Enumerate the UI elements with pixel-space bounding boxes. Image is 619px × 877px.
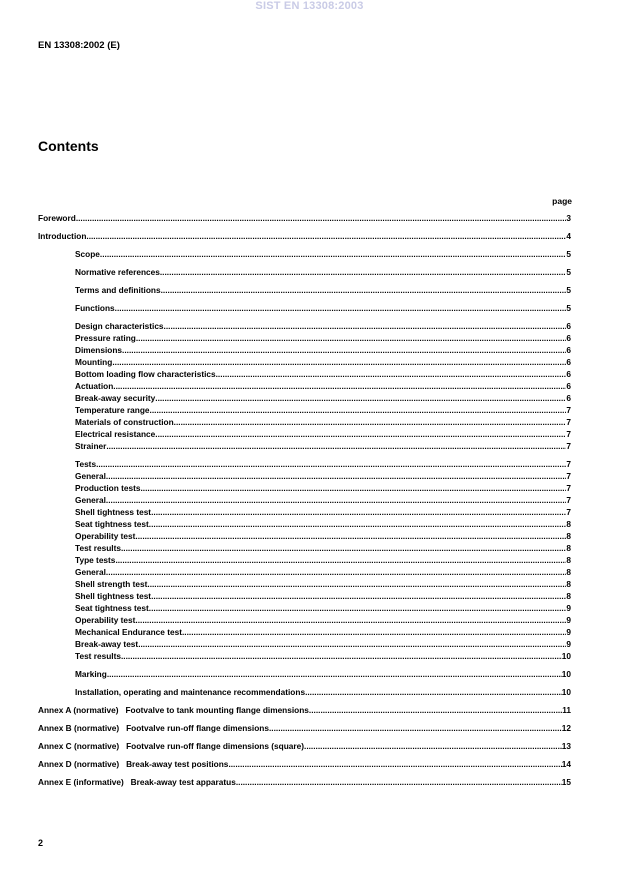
toc-page-number: 7 (566, 429, 571, 439)
toc-title: Mounting (75, 357, 113, 367)
dot-leader (122, 344, 566, 356)
toc-title: Actuation (75, 381, 114, 391)
toc-annex-label: Annex D (normative) (38, 759, 120, 769)
toc-title: General (75, 471, 106, 481)
dot-leader (236, 776, 562, 788)
toc-title: Production tests (75, 483, 141, 493)
dot-leader (151, 590, 566, 602)
dot-leader (182, 626, 566, 638)
toc-title: Strainer (75, 441, 107, 451)
toc-entry[interactable] (38, 566, 571, 578)
toc-entry[interactable] (38, 686, 571, 698)
toc-page-number: 7 (566, 495, 571, 505)
dot-leader (113, 380, 566, 392)
dot-leader (147, 578, 566, 590)
toc-page-number: 8 (566, 519, 571, 529)
toc-entry[interactable] (38, 404, 571, 416)
toc-entry[interactable] (38, 470, 571, 482)
dot-leader (121, 542, 566, 554)
dot-leader (135, 530, 566, 542)
dot-leader (115, 302, 567, 314)
toc-page-number: 8 (566, 555, 571, 565)
toc-entry[interactable] (38, 428, 571, 440)
page-title: Contents (38, 138, 99, 154)
toc-title: Operability test (75, 531, 136, 541)
toc-title: General (75, 567, 106, 577)
toc-entry[interactable] (38, 302, 571, 314)
toc-page-number: 6 (566, 381, 571, 391)
toc-entry[interactable] (38, 740, 571, 752)
toc-page-number: 7 (566, 459, 571, 469)
toc-entry[interactable] (38, 440, 571, 452)
page-number: 2 (38, 838, 44, 848)
toc-title: Electrical resistance (75, 429, 156, 439)
toc-entry[interactable] (38, 614, 571, 626)
toc-title: Footvalve run-off flange dimensions (square) (126, 741, 305, 751)
dot-leader (228, 758, 561, 770)
toc-title: Break-away test apparatus (130, 777, 236, 787)
toc-annex-label: Annex A (normative) (38, 705, 119, 715)
toc-page-number: 3 (566, 213, 571, 223)
toc-title: Marking (75, 669, 107, 679)
dot-leader (86, 230, 566, 242)
toc-entry[interactable] (38, 212, 571, 224)
toc-title: Seat tightness test (75, 519, 149, 529)
toc-page-number: 8 (566, 567, 571, 577)
dot-leader (304, 740, 562, 752)
toc-page-number: 9 (566, 639, 571, 649)
toc-title: Mechanical Endurance test (75, 627, 182, 637)
toc-entry[interactable] (38, 248, 571, 260)
toc-entry[interactable] (38, 530, 571, 542)
toc-entry[interactable] (38, 518, 571, 530)
dot-leader (160, 266, 567, 278)
toc-entry[interactable] (38, 668, 571, 680)
toc-title: Shell tightness test (75, 507, 152, 517)
dot-leader (149, 602, 567, 614)
dot-leader (76, 212, 567, 224)
toc-page-number: 5 (566, 267, 571, 277)
toc-entry[interactable] (38, 704, 571, 716)
toc-page-number: 6 (566, 357, 571, 367)
dot-leader (136, 332, 567, 344)
watermark: SIST EN 13308:2003 (255, 0, 364, 12)
toc-title: Break-away security (75, 393, 156, 403)
dot-leader (155, 428, 566, 440)
toc-title: Introduction (38, 231, 87, 241)
toc-entry[interactable] (38, 776, 571, 788)
toc-title: Materials of construction (75, 417, 174, 427)
toc-entry[interactable] (38, 482, 571, 494)
dot-leader (161, 284, 567, 296)
toc-page-number: 4 (566, 231, 571, 241)
dot-leader (106, 440, 566, 452)
dot-leader (174, 416, 567, 428)
toc-entry[interactable] (38, 578, 571, 590)
dot-leader (107, 668, 562, 680)
toc-entry[interactable] (38, 392, 571, 404)
toc-page-number: 15 (561, 777, 571, 787)
toc-entry[interactable] (38, 284, 571, 296)
toc-page-number: 6 (566, 321, 571, 331)
toc-page-number: 9 (566, 615, 571, 625)
toc-entry[interactable] (38, 602, 571, 614)
toc-page-number: 5 (566, 303, 571, 313)
toc-title: Design characteristics (75, 321, 164, 331)
dot-leader (106, 566, 566, 578)
toc-entry[interactable] (38, 650, 571, 662)
toc-entry[interactable] (38, 344, 571, 356)
toc-entry[interactable] (38, 554, 571, 566)
toc-title: Bottom loading flow characteristics (75, 369, 216, 379)
dot-leader (309, 704, 562, 716)
dot-leader (155, 392, 566, 404)
dot-leader (149, 518, 567, 530)
toc-entry[interactable] (38, 356, 571, 368)
toc-page-number: 8 (566, 531, 571, 541)
toc-title: Foreword (38, 213, 76, 223)
toc-page-number: 7 (566, 441, 571, 451)
toc-entry[interactable] (38, 590, 571, 602)
toc-page-number: 5 (566, 285, 571, 295)
toc-annex-label: Annex E (informative) (38, 777, 124, 787)
toc-entry[interactable] (38, 380, 571, 392)
toc-page-number: 7 (566, 417, 571, 427)
dot-leader (100, 248, 566, 260)
toc-entry[interactable] (38, 368, 571, 380)
toc-page-number: 9 (566, 627, 571, 637)
toc-page-number: 7 (566, 507, 571, 517)
toc-entry[interactable] (38, 626, 571, 638)
document-id: EN 13308:2002 (E) (38, 40, 120, 51)
toc-title: Footvalve run-off flange dimensions (126, 723, 269, 733)
toc-entry[interactable] (38, 458, 571, 470)
toc-title: Shell tightness test (75, 591, 152, 601)
toc-title: Footvalve to tank mounting flange dimensions (125, 705, 309, 715)
dot-leader (135, 614, 566, 626)
toc-entry[interactable] (38, 320, 571, 332)
toc-page-number: 14 (561, 759, 571, 769)
toc-title: Normative references (75, 267, 160, 277)
toc-page-number: 6 (566, 393, 571, 403)
toc-title: Dimensions (75, 345, 123, 355)
dot-leader (138, 638, 566, 650)
toc-title: Functions (75, 303, 115, 313)
toc-entry[interactable] (38, 722, 571, 734)
toc-page-number: 7 (566, 483, 571, 493)
toc-page-number: 10 (561, 669, 571, 679)
toc-title: Operability test (75, 615, 136, 625)
toc-title: Installation, operating and maintenance recommendations (75, 687, 306, 697)
toc-title: Tests (75, 459, 97, 469)
toc-page-number: 6 (566, 333, 571, 343)
toc-page-number: 5 (566, 249, 571, 259)
toc-entry[interactable] (38, 266, 571, 278)
toc-page-number: 9 (566, 603, 571, 613)
toc-title: Temperature range (75, 405, 150, 415)
dot-leader (96, 458, 566, 470)
toc-page-number: 11 (562, 705, 571, 715)
toc-entry[interactable] (38, 230, 571, 242)
toc-title: Test results (75, 651, 121, 661)
dot-leader (164, 320, 567, 332)
dot-leader (115, 554, 566, 566)
toc-title: Scope (75, 249, 100, 259)
spacer (124, 777, 131, 787)
toc-entry[interactable] (38, 506, 571, 518)
dot-leader (106, 470, 566, 482)
dot-leader (305, 686, 562, 698)
toc-entry[interactable] (38, 416, 571, 428)
toc-page-number: 7 (566, 405, 571, 415)
toc-page-number: 12 (561, 723, 571, 733)
toc-page-number: 7 (566, 471, 571, 481)
dot-leader (121, 650, 562, 662)
toc-title: Seat tightness test (75, 603, 149, 613)
toc-annex-label: Annex B (normative) (38, 723, 120, 733)
toc-title: General (75, 495, 106, 505)
toc-page-number: 6 (566, 369, 571, 379)
dot-leader (106, 494, 566, 506)
toc-entry[interactable] (38, 758, 571, 770)
toc-entry[interactable] (38, 542, 571, 554)
toc-title: Test results (75, 543, 121, 553)
toc-entry[interactable] (38, 494, 571, 506)
toc-page-number: 8 (566, 579, 571, 589)
toc-entry[interactable] (38, 638, 571, 650)
toc-entry[interactable] (38, 332, 571, 344)
toc-title: Pressure rating (75, 333, 136, 343)
dot-leader (140, 482, 566, 494)
toc-annex-label: Annex C (normative) (38, 741, 120, 751)
dot-leader (112, 356, 566, 368)
page-column-label: page (552, 196, 572, 206)
toc-title: Shell strength test (75, 579, 148, 589)
toc-page-number: 6 (566, 345, 571, 355)
toc-title: Break-away test (75, 639, 139, 649)
toc-page-number: 8 (566, 591, 571, 601)
dot-leader (216, 368, 567, 380)
dot-leader (151, 506, 566, 518)
toc-page-number: 13 (561, 741, 571, 751)
toc-title: Terms and definitions (75, 285, 161, 295)
toc-page-number: 10 (561, 651, 571, 661)
toc-page-number: 10 (561, 687, 571, 697)
toc-page-number: 8 (566, 543, 571, 553)
toc-title: Type tests (75, 555, 116, 565)
table-of-contents (38, 212, 571, 788)
toc-title: Break-away test positions (126, 759, 229, 769)
dot-leader (269, 722, 562, 734)
dot-leader (150, 404, 567, 416)
